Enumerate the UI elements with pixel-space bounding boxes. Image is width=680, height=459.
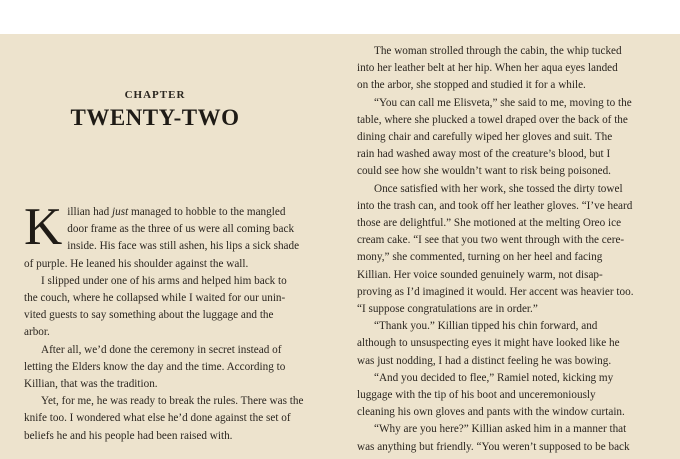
text-line: was anything but friendly. “You weren’t supposed to be back [357, 440, 630, 453]
paragraph-3 [24, 342, 314, 394]
paragraph-2 [24, 273, 314, 342]
paragraph-1 [24, 198, 314, 273]
text-line: luggage with the tip of his boot and unceremoniously [357, 389, 596, 402]
text-line: of purple. He leaned his shoulder against the wall. [24, 257, 249, 270]
text-line: Killian. Her voice sounded genuinely warm, not disap- [357, 268, 603, 281]
paragraph-4 [24, 393, 314, 445]
text-line: rain had washed away most of the creature’s blood, but I [357, 148, 611, 161]
text-line: dining chair and carefully wiped her gloves and suit. The [357, 131, 613, 144]
text-line: “And you decided to flee,” Ramiel noted, kicking my [374, 371, 614, 384]
text-line: letting the Elders know the day and the time. According to [24, 360, 286, 373]
text-line: After all, we’d done the ceremony in secret instead of [41, 343, 282, 356]
text-line: could see how she wouldn’t want to risk being poisoned. [357, 165, 611, 178]
text-line: cream cake. “I see that you two went through with the cere- [357, 234, 625, 247]
text-line: Once satisfied with her work, she tossed the dirty towel [374, 182, 623, 195]
text-line: was just nodding, I had a distinct feeling he was bowing. [357, 354, 612, 367]
book-page [0, 34, 680, 459]
text-line: cleaning his own gloves and pants with the window curtain. [357, 406, 625, 419]
text-line: arbor. [24, 326, 50, 339]
text-line: on the arbor, she stopped and studied it for a while. [357, 79, 586, 92]
text-line: “You can call me Elisveta,” she said to me, moving to the [374, 96, 632, 109]
chapter-label: CHAPTER [124, 89, 186, 101]
text-line: The woman strolled through the cabin, the whip tucked [374, 45, 622, 57]
chapter-heading [62, 88, 248, 132]
text-line: beliefs he and his people had been raised with. [24, 429, 233, 442]
text-line: I slipped under one of his arms and helped him back to [41, 274, 287, 287]
text-line: Killian, that was the tradition. [24, 378, 158, 391]
drop-cap: K [24, 198, 63, 256]
text-line: into her leather belt at her hip. When her aqua eyes landed [357, 62, 618, 75]
text-line: “I suppose congratulations are in order.” [357, 303, 538, 316]
text-line: inside. His face was still ashen, his lips a sick shade [67, 240, 300, 253]
top-margin [0, 0, 680, 34]
text-line: vited guests to say something about the luggage and the [24, 309, 274, 322]
text-line: those are delightful.” She motioned at the melting Oreo ice [357, 217, 622, 230]
right-column [357, 43, 639, 456]
text-line: mony,” she commented, turning on her heel and facing [357, 251, 603, 264]
text-line: Yet, for me, he was ready to break the rules. There was the [41, 395, 304, 408]
chapter-title: TWENTY-TWO [70, 105, 240, 130]
left-column [24, 198, 314, 445]
text-line: door frame as the three of us were all coming back [67, 223, 295, 236]
text-line: “Why are you here?” Killian asked him in a manner that [374, 423, 627, 436]
text-line: the couch, where he collapsed while I waited for our unin- [24, 292, 286, 305]
text-line: although to unsuspecting eyes it might have looked like he [357, 337, 620, 350]
text-line: knife too. I wondered what else he’d done against the set of [24, 412, 291, 425]
text-line: proving as I’d imagined it would. Her accent was heavier too. [357, 285, 634, 298]
text-line: illian had just managed to hobble to the mangled [67, 206, 286, 218]
text-line: “Thank you.” Killian tipped his chin forward, and [374, 320, 598, 333]
text-line: into the trash can, and took off her leather gloves. “I’ve heard [357, 199, 633, 212]
text-line: table, where she plucked a towel draped over the back of the [357, 113, 628, 126]
